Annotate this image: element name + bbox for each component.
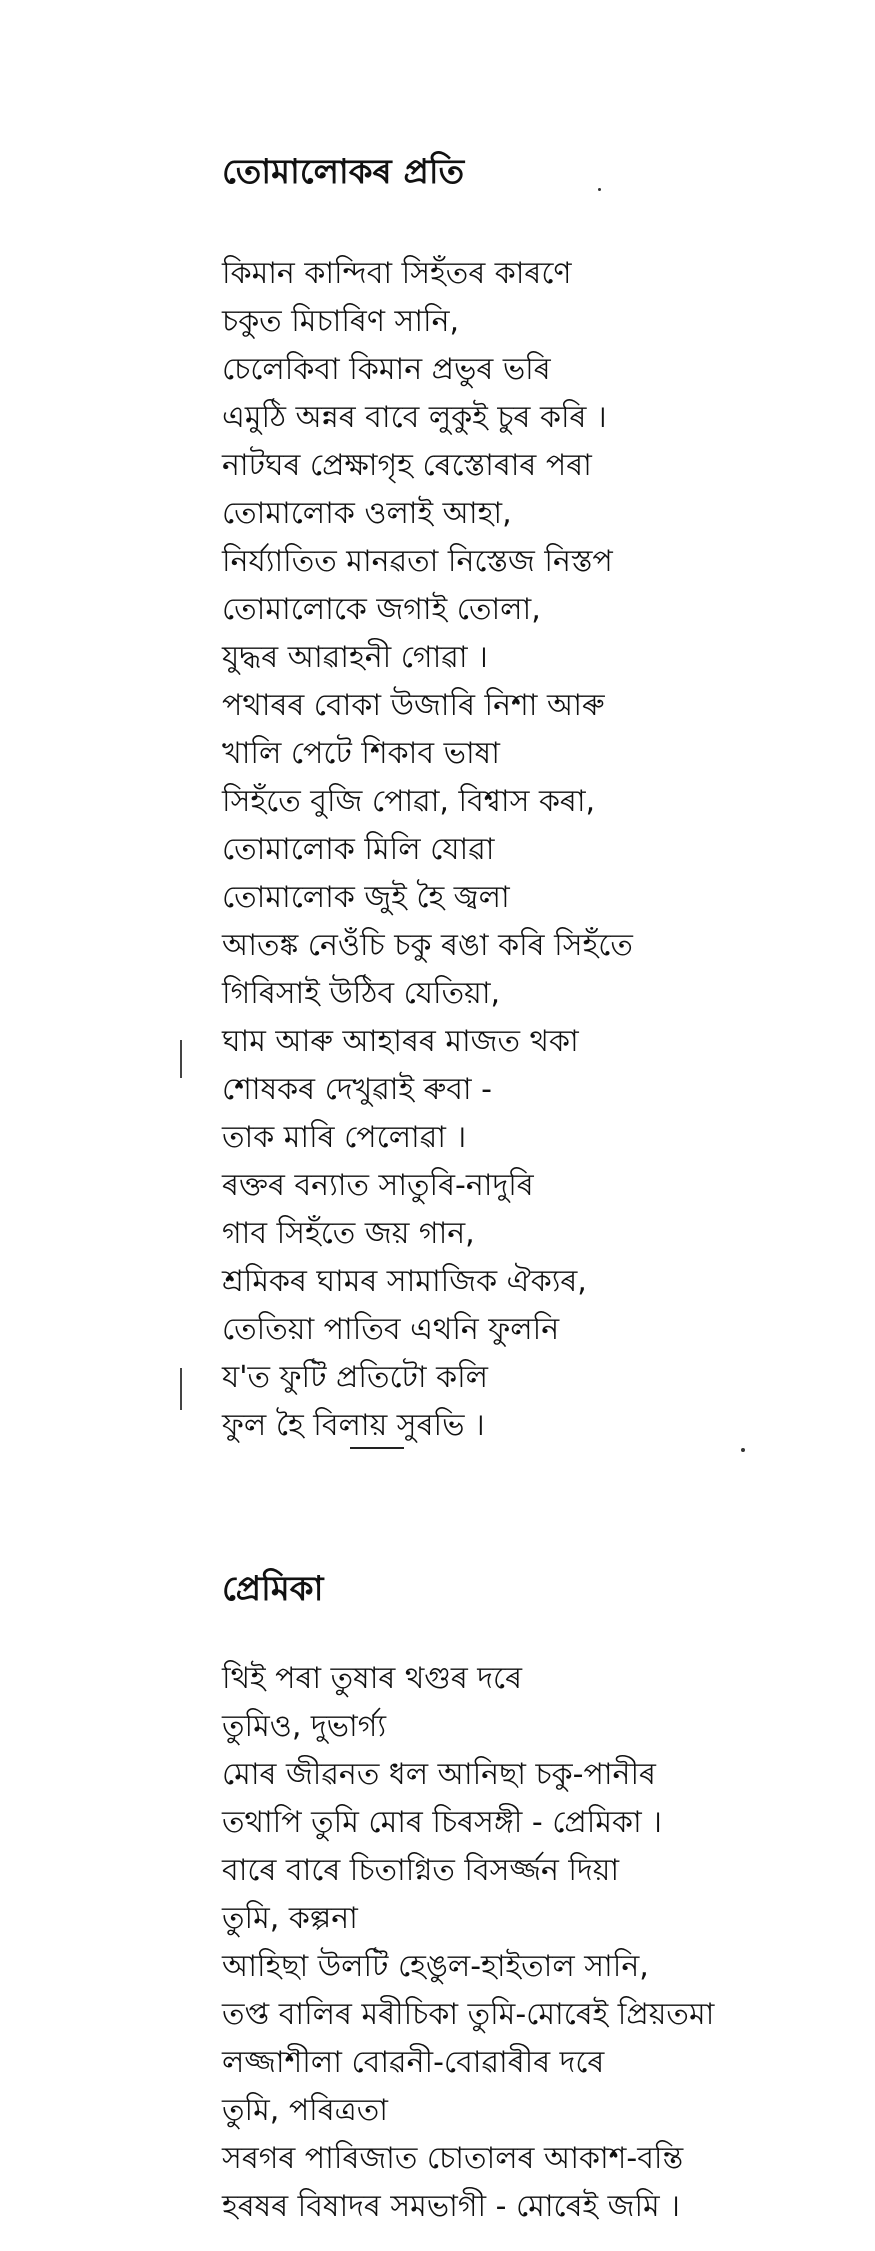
poem-line: সৰগৰ পাৰিজাত চোতালৰ আকাশ-বন্তি bbox=[222, 2141, 684, 2176]
poem-line: তেতিয়া পাতিব এথনি ফুলনি bbox=[222, 1312, 560, 1347]
poem-line: য'ত ফুটি প্ৰতিটো কলি bbox=[222, 1360, 489, 1395]
poem-line: শ্ৰমিকৰ ঘামৰ সামাজিক ঐক্যৰ, bbox=[222, 1264, 587, 1299]
margin-mark bbox=[180, 1368, 182, 1410]
poem-body bbox=[222, 250, 842, 1450]
poem-line: গিৰিসাই উঠিব যেতিয়া, bbox=[222, 976, 501, 1011]
poem-line: আহিছা উলটি হেঙুল-হাইতাল সানি, bbox=[222, 1949, 649, 1984]
ink-speck bbox=[741, 1448, 745, 1452]
ink-speck bbox=[598, 188, 601, 191]
poem-body bbox=[222, 1655, 842, 2231]
poem-line: ৰক্তৰ বন্যাত সাতুৰি-নাদুৰি bbox=[222, 1168, 534, 1203]
poem-line: এমুঠি অন্নৰ বাবে লুকুই চুৰ কৰি । bbox=[222, 400, 607, 435]
poem-line: সিহঁতে বুজি পোৱা, বিশ্বাস কৰা, bbox=[222, 784, 596, 819]
poem-line: হৰষৰ বিষাদৰ সমভাগী - মোৰেই জমি । bbox=[222, 2189, 680, 2224]
poem-line: তোমালোক মিলি যোৱা bbox=[222, 832, 495, 867]
poem-line: নিৰ্য্যাতিত মানৱতা নিস্তেজ নিস্তপ bbox=[222, 544, 613, 579]
poem-line: তথাপি তুমি মোৰ চিৰসঙ্গী - প্ৰেমিকা । bbox=[222, 1805, 662, 1840]
poem-line: কিমান কান্দিবা সিহঁতৰ কাৰণে bbox=[222, 256, 572, 291]
poem-line: মোৰ জীৱনত ধল আনিছা চকু-পানীৰ bbox=[222, 1757, 656, 1792]
poem-line: তুমি, কল্পনা bbox=[222, 1901, 358, 1936]
poem-line: বাৰে বাৰে চিতাগ্নিত বিসৰ্জ্জন দিয়া bbox=[222, 1853, 620, 1888]
poem-title: প্ৰেমিকা bbox=[222, 1569, 324, 1609]
poem-line: তোমালোক ওলাই আহা, bbox=[222, 496, 512, 531]
poem-line: আতঙ্ক নেওঁচি চকু ৰঙা কৰি সিহঁতে bbox=[222, 928, 633, 963]
poem-line: খালি পেটে শিকাব ভাষা bbox=[222, 736, 500, 771]
margin-mark bbox=[180, 1040, 182, 1078]
poem-line: ঘাম আৰু আহাৰৰ মাজত থকা bbox=[222, 1024, 579, 1059]
poem-line: পথাৰৰ বোকা উজাৰি নিশা আৰু bbox=[222, 688, 605, 723]
poem-line: যুদ্ধৰ আৱাহনী গোৱা । bbox=[222, 640, 488, 675]
poem-line: ফুল হৈ বিলায় সুৰভি । bbox=[222, 1408, 485, 1443]
poem-line: শোষকৰ দেখুৱাই ৰুবা - bbox=[222, 1072, 492, 1107]
poem-line: নাটঘৰ প্ৰেক্ষাগৃহ ৰেস্তোৰাৰ পৰা bbox=[222, 448, 592, 483]
poem-line: তপ্ত বালিৰ মৰীচিকা তুমি-মোৰেই প্ৰিয়তমা bbox=[222, 1997, 715, 2032]
poem-line: তোমালোক জুই হৈ জ্বলা bbox=[222, 880, 510, 915]
section-separator bbox=[350, 1447, 404, 1449]
poem-line: চেলেকিবা কিমান প্ৰভুৰ ভৰি bbox=[222, 352, 551, 387]
poem-title: তোমালোকৰ প্ৰতি bbox=[222, 152, 465, 192]
poem-line: থিই পৰা তুষাৰ থগুৰ দৰে bbox=[222, 1661, 522, 1696]
poem-line: তাক মাৰি পেলোৱা । bbox=[222, 1120, 467, 1155]
poem-line: লজ্জাশীলা বোৱনী-বোৱাৰীৰ দৰে bbox=[222, 2045, 605, 2080]
poem-line: চকুত মিচাৰিণ সানি, bbox=[222, 304, 460, 339]
poem-line: তোমালোকে জগাই তোলা, bbox=[222, 592, 541, 627]
poem-line: তুমিও, দুভাৰ্গ্য bbox=[222, 1709, 387, 1744]
poem-line: তুমি, পৰিত্ৰতা bbox=[222, 2093, 388, 2128]
poem-line: গাব সিহঁতে জয় গান, bbox=[222, 1216, 475, 1251]
